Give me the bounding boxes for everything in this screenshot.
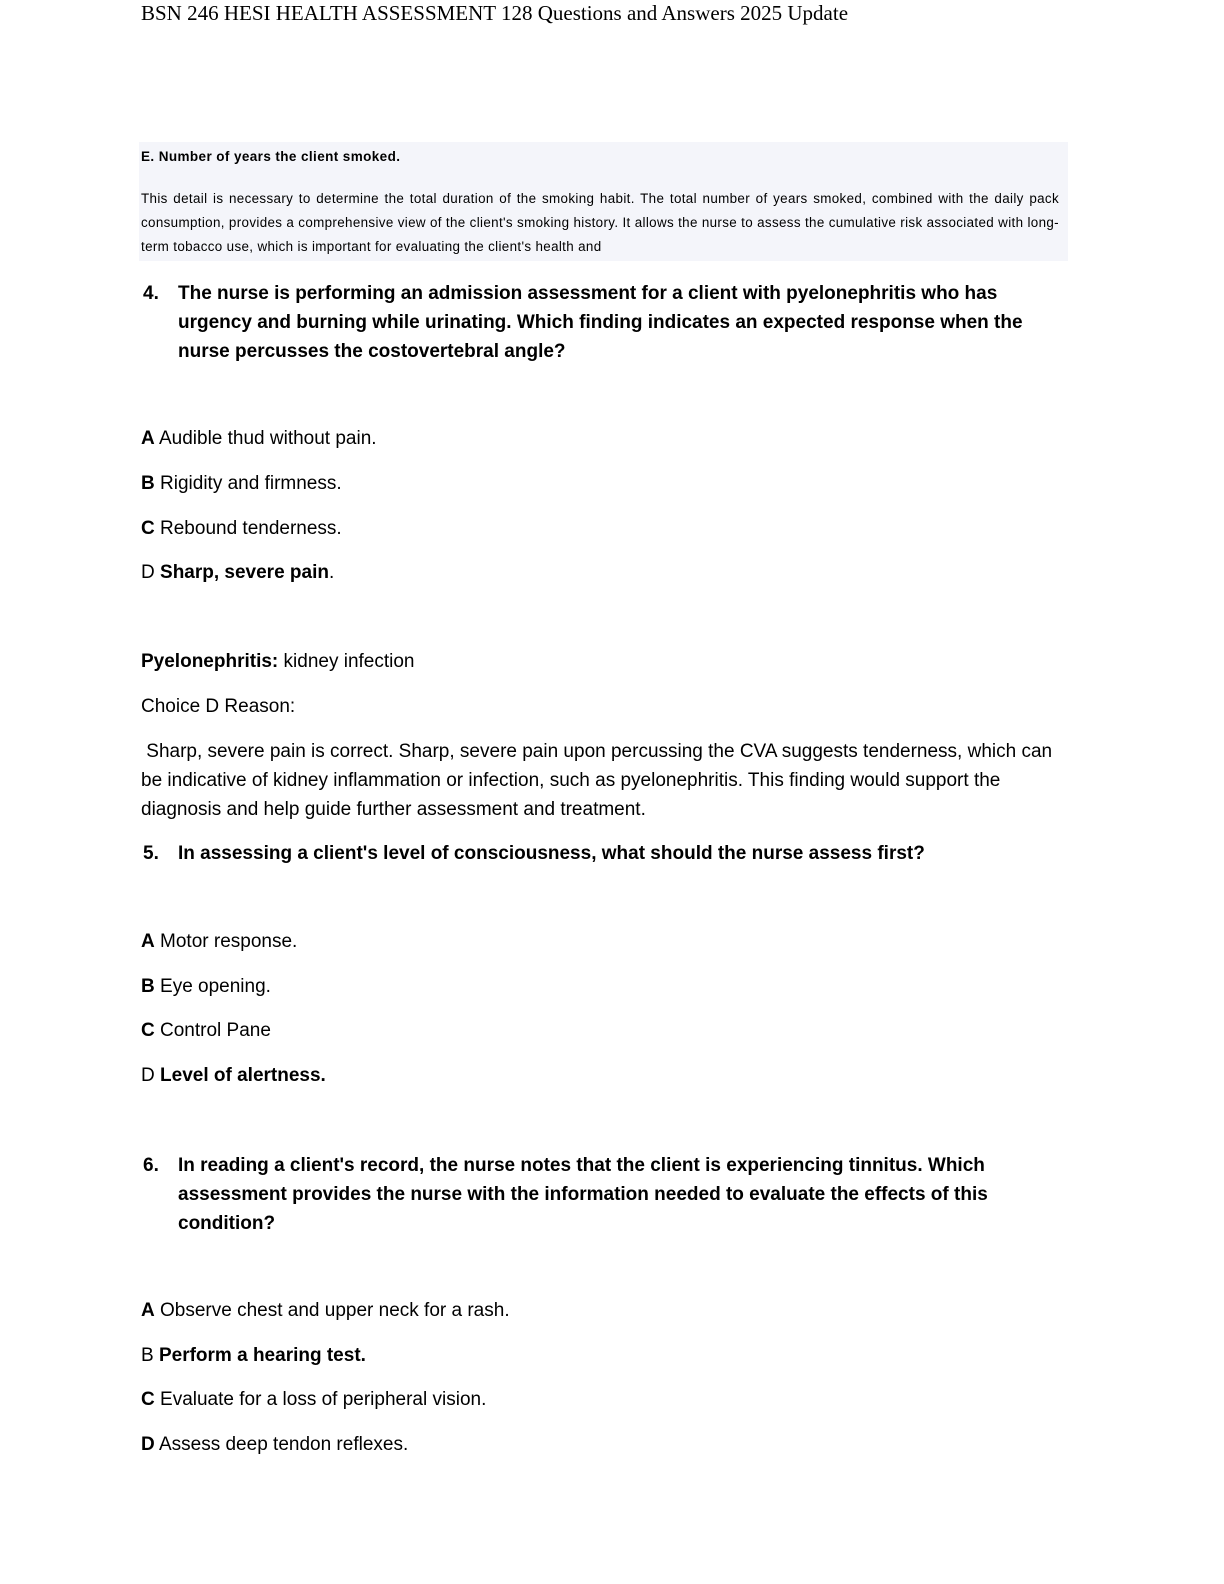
question-5	[141, 839, 1071, 868]
option-suffix: .	[328, 562, 335, 583]
definition-term: Pyelonephritis:	[141, 651, 279, 672]
question-6	[141, 1151, 1071, 1238]
answer-callout	[139, 142, 1068, 261]
q5-option-c	[141, 1019, 271, 1043]
option-text: Rebound tenderness.	[160, 518, 342, 539]
option-text: Evaluate for a loss of peripheral vision.	[160, 1389, 487, 1410]
option-text: Sharp, severe pain	[160, 562, 329, 583]
q4-option-d-correct	[141, 561, 334, 585]
q5-option-b	[141, 975, 271, 999]
option-text: Observe chest and upper neck for a rash.	[160, 1300, 510, 1321]
option-letter: D	[141, 1434, 155, 1455]
question-number: 4.	[143, 283, 159, 304]
q6-option-c	[141, 1388, 486, 1412]
definition-text: kidney infection	[278, 651, 415, 672]
option-text: Motor response.	[160, 931, 298, 952]
q4-option-c	[141, 517, 342, 541]
option-text: Rigidity and firmness.	[160, 473, 342, 494]
q5-option-a	[141, 930, 297, 954]
q6-option-b-correct	[141, 1344, 366, 1368]
q4-option-a	[141, 427, 377, 451]
question-number: 5.	[143, 843, 159, 864]
option-letter: B	[141, 1345, 154, 1366]
reason-label: Choice D Reason:	[141, 696, 296, 717]
q4-option-b	[141, 472, 342, 496]
question-text: The nurse is performing an admission assessment for a client with pyelonephritis who has urgency and burning while urinating. Which finding indicates an expected response when the nurse percusses the costovertebral angle?	[178, 283, 1023, 362]
q6-option-a	[141, 1299, 510, 1323]
option-text: Perform a hearing test.	[158, 1345, 366, 1366]
option-text: Control Pane	[160, 1020, 271, 1041]
option-text: Audible thud without pain.	[158, 428, 377, 449]
page-header: BSN 246 HESI HEALTH ASSESSMENT 128 Questions and Answers 2025 Update	[141, 1, 849, 25]
question-text: In assessing a client's level of consciousness, what should the nurse assess first?	[178, 843, 925, 864]
q5-option-d-correct	[141, 1064, 326, 1088]
option-letter: B	[141, 473, 155, 494]
definition	[141, 650, 415, 674]
option-letter: B	[141, 976, 155, 997]
option-letter: D	[141, 1065, 155, 1086]
option-letter: C	[141, 518, 155, 539]
option-text: Assess deep tendon reflexes.	[158, 1434, 409, 1455]
option-letter: C	[141, 1389, 155, 1410]
option-text: Level of alertness.	[160, 1065, 326, 1086]
question-number: 6.	[143, 1155, 159, 1176]
option-text: Eye opening.	[160, 976, 271, 997]
option-letter: A	[141, 931, 155, 952]
option-letter: A	[141, 1300, 155, 1321]
reason-text: Sharp, severe pain is correct. Sharp, severe pain upon percussing the CVA suggests tenderness, which can be indicative of kidney inflammation or infection, such as pyelonephritis. This finding would support the diagnosis and help guide further assessment and treatment.	[141, 741, 1058, 820]
question-text: In reading a client's record, the nurse notes that the client is experiencing tinnitus. Which assessment provides the nurse with the information needed to evaluate the effects of this condition?	[178, 1155, 988, 1234]
q6-option-d	[141, 1433, 408, 1457]
callout-body: This detail is necessary to determine the total duration of the smoking habit. The total number of years smoked, combined with the daily pack consumption, provides a comprehensive view of the client's smoking history. It allows the nurse to assess the cumulative risk associated with long-term tobacco use, which is important for evaluating the client's health and	[141, 191, 1059, 254]
option-letter: A	[141, 428, 155, 449]
option-letter: D	[141, 562, 155, 583]
callout-title: E. Number of years the client smoked.	[141, 149, 401, 164]
question-4	[141, 279, 1071, 366]
option-letter: C	[141, 1020, 155, 1041]
